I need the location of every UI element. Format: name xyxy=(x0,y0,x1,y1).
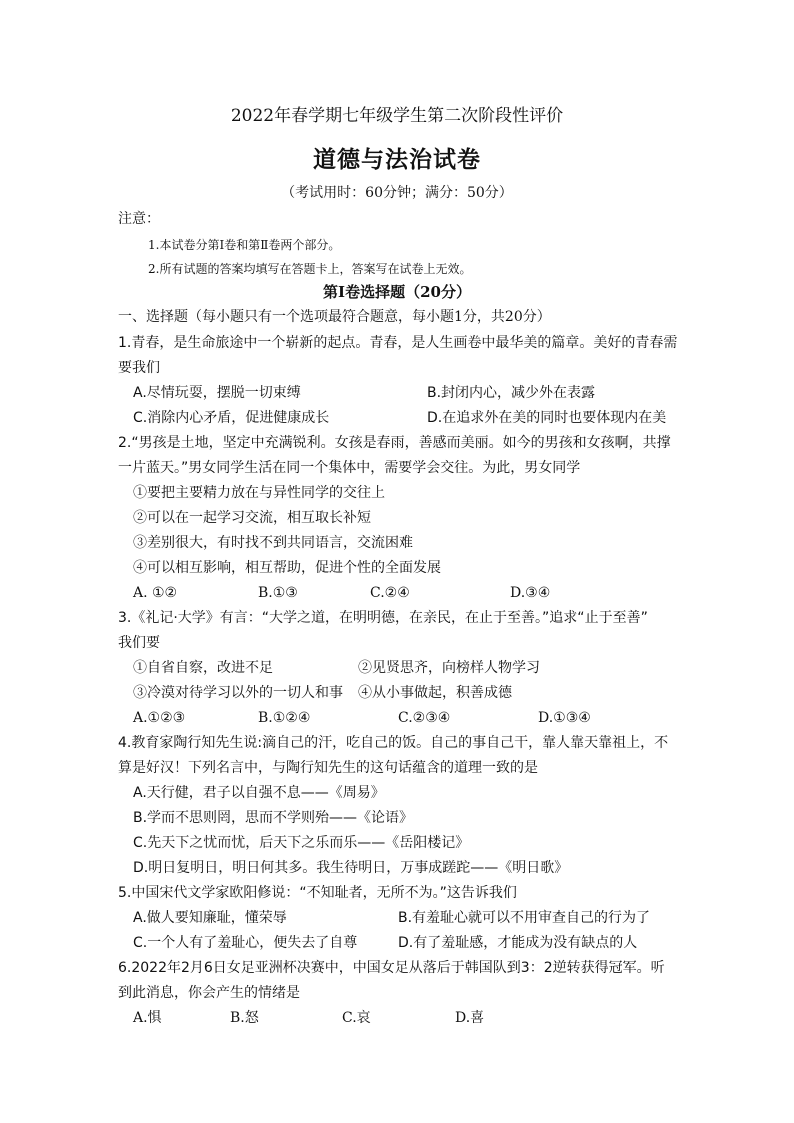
q3-item: ③冷漠对待学习以外的一切人和事 xyxy=(133,685,343,701)
question-2-stem: 2.“男孩是土地，坚定中充满锐利。女孩是春雨，善感而美丽。如今的男孩和女孩啊，共撑 xyxy=(118,435,671,451)
section-heading: 一、选择题（每小题只有一个选项最符合题意，每小题1分，共20分） xyxy=(118,309,551,325)
q2-option-c: C.②④ xyxy=(370,585,410,601)
exam-title: 2022年春学期七年级学生第二次阶段性评价 xyxy=(230,106,564,126)
q5-option-c: C.一个人有了羞耻心，便失去了自尊 xyxy=(133,935,358,951)
question-3-stem: 3.《礼记·大学》有言：“大学之道，在明明德，在亲民，在止于至善。”追求“止于至善” xyxy=(118,610,648,626)
subject-title: 道德与法治试卷 xyxy=(313,146,481,173)
exam-info: （考试用时：60分钟；满分：50分） xyxy=(281,185,513,201)
note-item: 1.本试卷分第Ⅰ卷和第Ⅱ卷两个部分。 xyxy=(148,238,341,252)
part1-title: 第Ⅰ卷选择题（20分） xyxy=(323,283,471,301)
q6-option-a: A.惧 xyxy=(133,1010,162,1026)
q6-option-b: B.怒 xyxy=(230,1010,259,1026)
q4-option-b: B.学而不思则罔，思而不学则殆——《论语》 xyxy=(133,810,414,826)
q1-option-d: D.在追求外在美的同时也要体现内在美 xyxy=(427,410,667,426)
q6-option-d: D.喜 xyxy=(455,1010,485,1026)
question-1-stem: 1.青春，是生命旅途中一个崭新的起点。青春，是人生画卷中最华美的篇章。美好的青春需 xyxy=(118,335,678,351)
q4-option-d: D.明日复明日，明日何其多。我生待明日，万事成蹉跎——《明日歌》 xyxy=(133,860,569,876)
question-4-stem: 算是好汉！下列名言中，与陶行知先生的这句话蕴含的道理一致的是 xyxy=(118,760,538,776)
q1-option-c: C.消除内心矛盾，促进健康成长 xyxy=(133,410,330,426)
question-2-stem: 一片蓝天。”男女同学生活在同一个集体中，需要学会交往。为此，男女同学 xyxy=(118,460,581,476)
question-6-stem: 6.2022年2月6日女足亚洲杯决赛中，中国女足从落后于韩国队到3：2逆转获得冠军。听 xyxy=(118,960,665,976)
q4-option-c: C.先天下之忧而忧，后天下之乐而乐——《岳阳楼记》 xyxy=(133,835,470,851)
question-5-stem: 5.中国宋代文学家欧阳修说：“不知耻者，无所不为。”这告诉我们 xyxy=(118,885,517,901)
q6-option-c: C.哀 xyxy=(342,1010,371,1026)
q2-item: ③差别很大，有时找不到共同语言，交流困难 xyxy=(133,535,413,551)
q3-item: ②见贤思齐，向榜样人物学习 xyxy=(358,660,540,676)
q3-option-b: B.①②④ xyxy=(258,710,311,726)
question-1-stem: 要我们 xyxy=(118,360,160,376)
q1-option-a: A.尽情玩耍，摆脱一切束缚 xyxy=(133,385,301,401)
q3-option-d: D.①③④ xyxy=(538,710,591,726)
q5-option-a: A.做人要知廉耻，懂荣辱 xyxy=(133,910,287,926)
q5-option-b: B.有羞耻心就可以不用审查自己的行为了 xyxy=(398,910,651,926)
note-item: 2.所有试题的答案均填写在答题卡上，答案写在试卷上无效。 xyxy=(148,262,472,276)
q3-option-c: C.②③④ xyxy=(398,710,451,726)
notes-label: 注意： xyxy=(118,211,160,227)
q4-option-a: A.天行健，君子以自强不息——《周易》 xyxy=(133,785,385,801)
q2-item: ①要把主要精力放在与异性同学的交往上 xyxy=(133,485,385,501)
q5-option-d: D.有了羞耻感，才能成为没有缺点的人 xyxy=(398,935,638,951)
q3-item: ①自省自察，改进不足 xyxy=(133,660,273,676)
q3-option-a: A.①②③ xyxy=(133,710,186,726)
q3-item: ④从小事做起，积善成德 xyxy=(358,685,512,701)
q2-item: ②可以在一起学习交流，相互取长补短 xyxy=(133,510,371,526)
q2-option-b: B.①③ xyxy=(258,585,298,601)
question-6-stem: 到此消息，你会产生的情绪是 xyxy=(118,985,300,1001)
q1-option-b: B.封闭内心，减少外在表露 xyxy=(427,385,596,401)
q2-option-d: D.③④ xyxy=(510,585,551,601)
q2-item: ④可以相互影响，相互帮助，促进个性的全面发展 xyxy=(133,560,441,576)
question-3-stem: 我们要 xyxy=(118,635,160,651)
q2-option-a: A. ①② xyxy=(133,585,178,601)
question-4-stem: 4.教育家陶行知先生说:滴自己的汗，吃自己的饭。自己的事自己干，靠人靠天靠祖上，不 xyxy=(118,735,669,751)
